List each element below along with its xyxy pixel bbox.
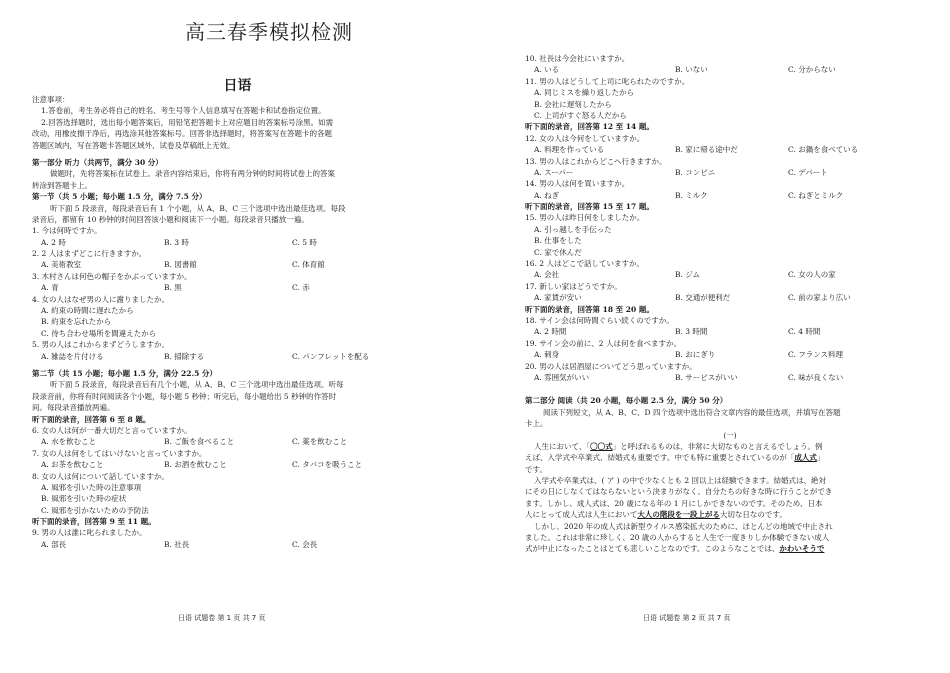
- option-a: A. 水を飲むこと: [41, 437, 97, 447]
- options-row: [32, 459, 447, 470]
- option-b: B. いない: [675, 65, 708, 75]
- options-row: [32, 351, 447, 362]
- passage-line: 入学式や卒業式は、( ア ) の中で少なくとも 2 回以上は経験できます。結婚式は、絶対: [534, 476, 826, 486]
- option-c: C. 上司がすぐ怒る人だから: [534, 110, 627, 120]
- passage-line: 式が中止になったことはとても悲しいことなのです。このようなことでは、かわいそうで: [525, 544, 825, 554]
- passage-line: です。: [525, 464, 547, 474]
- section2-intro: 间。每段录音播放两遍。: [32, 403, 115, 413]
- right-column: [525, 53, 935, 555]
- part1-intro: 转涂到答题卡上。: [32, 180, 92, 190]
- options-row: [32, 282, 447, 293]
- note-line: 改动，用橡皮擦干净后，再选涂其他答案标号。回答非选择题时，将答案写在答题卡的各题: [32, 129, 332, 139]
- option-a: A. お茶を飲むこと: [41, 460, 104, 470]
- section2-intro: 听下面 5 段录音，每段录音后有几个小题，从 A、B、C 三个选项中选出最佳选项。听每: [50, 380, 344, 390]
- question-16: 16. 2 人はどこで話していますか。: [525, 259, 644, 269]
- question-11: 11. 男の人はどうして上司に叱られたのですか。: [525, 76, 690, 86]
- section1-intro: 录音后，都留有 10 秒钟的时间回答该小题和阅读下一小题。每段录音只播放一遍。: [32, 214, 309, 224]
- option-c: C. 味が良くない: [788, 372, 844, 382]
- question-17: 17. 新しい家はどうですか。: [525, 281, 622, 291]
- question-5: 5. 男の人はこれからまずどうしますか。: [32, 340, 170, 350]
- note-line: 答题区域内，写在答题卡答题区域外、试卷及草稿纸上无效。: [32, 140, 235, 150]
- group-heading: 听下面的录音，回答第 6 至 8 题。: [32, 414, 151, 424]
- question-10: 10. 社長は今会社にいますか。: [525, 54, 630, 63]
- question-7: 7. 女の人は何をしてはいけないと言っていますか。: [32, 448, 207, 458]
- option-c: C. 会長: [292, 539, 318, 549]
- option-a: A. 青: [41, 283, 59, 293]
- option-c: C. 赤: [292, 283, 310, 293]
- option-a: A. 2 時: [41, 237, 66, 247]
- option-b: B. 会社に遅刻したから: [534, 99, 612, 109]
- option-a: A. 刺身: [534, 350, 560, 360]
- part2-intro: 阅读下列短文，从 A、B、C、D 四个选项中选出符合文章内容的最佳选项，并填写在答题: [543, 407, 841, 417]
- underlined-phrase: かわいそうで: [779, 544, 825, 554]
- section2-title: 第二节（共 15 小题；每小题 1.5 分，满分 22.5 分）: [32, 368, 217, 378]
- passage-line: にその日にしなくてはならないという決まりがなく、自分たちの好きな時に行うことができ: [525, 487, 833, 497]
- part2-title: 第二部分 阅读（共 20 小题，每小题 2.5 分，满分 50 分）: [525, 396, 728, 406]
- option-a: A. ねぎ: [534, 190, 560, 200]
- question-13: 13. 男の人はこれからどこへ行きますか。: [525, 156, 667, 166]
- question-12: 12. 女の人は今何をしていますか。: [525, 133, 645, 143]
- option-a: A. いる: [534, 65, 560, 75]
- option-a: A. 部長: [41, 539, 67, 549]
- option-c: C. 分からない: [788, 65, 836, 75]
- question-9: 9. 男の人は誰に叱られましたか。: [32, 528, 147, 538]
- option-b: B. 3 時: [164, 237, 189, 247]
- passage-line: しかし、2020 年の成人式は新型ウイルス感染拡大のために、ほとんどの地域で中止され: [534, 521, 833, 531]
- option-c: C. 女の人の家: [788, 270, 836, 280]
- option-a: A. 引っ越しを手伝った: [534, 224, 612, 234]
- options-row: [32, 539, 447, 550]
- question-20: 20. 男の人は居酒屋についてどう思っていますか。: [525, 361, 697, 371]
- option-b: B. ジム: [675, 270, 700, 280]
- option-b: B. コンビニ: [675, 167, 716, 177]
- option-c: C. ねぎとミルク: [788, 190, 844, 200]
- question-8: 8. 女の人は何について話していますか。: [32, 471, 169, 481]
- option-c: C. お鍋を食べている: [788, 145, 859, 155]
- option-c: C. 家で休んだ: [534, 247, 582, 257]
- part2-intro: 卡上。: [525, 419, 548, 429]
- options-row: [32, 259, 447, 270]
- option-b: B. 仕事をした: [534, 236, 582, 246]
- part1-intro: 做题时，先将答案标在试卷上。录音内容结束后，你将有两分钟的时间将试卷上的答案: [50, 169, 335, 179]
- passage-line: 人生において、「〇〇式」と呼ばれるものは、非常に大切なものと言えるでしょう。例: [534, 441, 823, 451]
- option-c: C. 前の家より広い: [788, 293, 851, 303]
- option-b: B. 交通が便利だ: [675, 293, 731, 303]
- question-14: 14. 男の人は何を買いますか。: [525, 179, 630, 189]
- option-b: B. ミルク: [675, 190, 708, 200]
- option-b: B. サービスがいい: [675, 372, 738, 382]
- options-row: [525, 292, 935, 303]
- question-4: 4. 女の人はなぜ男の人に謝りましたか。: [32, 294, 170, 304]
- passage-line: ます。しかし、成人式は、20 歳になる年の 1 月にしかできないのです。そのため、日本: [525, 498, 823, 508]
- options-row: [32, 436, 447, 447]
- underlined-phrase: 〇〇式: [590, 441, 613, 451]
- notes-heading: 注意事项：: [32, 95, 70, 104]
- section2-intro: 段录音前，你将有时间阅读各个小题，每小题 5 秒钟；听完后，每小题给出 5 秒钟的作答时: [32, 391, 337, 401]
- question-3: 3. 木村さんは何色の帽子をかぶっていますか。: [32, 271, 192, 281]
- option-c: C. 5 時: [292, 237, 317, 247]
- options-row: [525, 349, 935, 360]
- exam-title: 高三春季模拟检测: [185, 20, 353, 44]
- option-a: A. 雑誌を片付ける: [41, 351, 104, 361]
- question-2: 2. 2 人はまずどこに行きますか。: [32, 249, 147, 259]
- option-a: A. 家賃が安い: [534, 293, 582, 303]
- option-a: A. 約束の時間に遅れたから: [41, 306, 134, 316]
- group-heading: 听下面的录音，回答第 15 至 17 题。: [525, 202, 654, 212]
- option-b: B. 社長: [164, 539, 190, 549]
- option-b: B. 掃除する: [164, 351, 205, 361]
- question-19: 19. サイン会の前に、2 人は何を食べますか。: [525, 338, 681, 348]
- options-row: [525, 144, 935, 155]
- page-footer: 日语 试题卷 第 2 页 共 7 页: [643, 614, 731, 622]
- option-c: C. フランス料理: [788, 350, 844, 360]
- options-row: [32, 237, 447, 248]
- question-18: 18. サイン会は何時間ぐらい続くのですか。: [525, 315, 674, 325]
- option-a: A. 会社: [534, 270, 560, 280]
- option-c: C. 4 時間: [788, 327, 821, 337]
- passage-line: えば、入学式や卒業式、結婚式も重要です。中でも特に重要とされているのが「成人式」: [525, 453, 825, 463]
- option-a: A. 2 時間: [534, 327, 567, 337]
- option-a: A. 風邪を引いた時の注意事項: [41, 482, 142, 492]
- option-a: A. 美術教室: [41, 260, 82, 270]
- option-c: C. 薬を飲むこと: [292, 437, 348, 447]
- option-a: A. 雰囲気がいい: [534, 372, 590, 382]
- note-line: 1.答卷前，考生务必将自己的姓名、考生号等个人信息填写在答题卡和试卷指定位置。: [41, 106, 326, 116]
- option-a: A. スーパー: [534, 167, 574, 177]
- option-c: C. 風邪を引かないための予防法: [41, 505, 149, 515]
- group-heading: 听下面的录音，回答第 12 至 14 题。: [525, 122, 654, 132]
- options-row: [525, 167, 935, 178]
- option-c: C. デパート: [788, 167, 828, 177]
- underlined-phrase: 成人式: [794, 453, 817, 463]
- group-heading: 听下面的录音，回答第 9 至 11 题。: [32, 517, 156, 527]
- passage-line: 人にとって成人式は人生において大人の階段を一段上がる大切な日なのです。: [525, 510, 787, 520]
- section1-title: 第一节（共 5 小题；每小题 1.5 分，满分 7.5 分）: [32, 192, 207, 202]
- option-c: C. タバコを吸うこと: [292, 460, 363, 470]
- part1-title: 第一部分 听力（共两节，满分 30 分）: [32, 157, 163, 167]
- subject-title: 日语: [223, 78, 252, 94]
- note-line: 2.回答选择题时，选出每小题答案后，用铅笔把答题卡上对应题目的答案标号涂黑。如需: [41, 117, 334, 127]
- options-row: [525, 190, 935, 201]
- options-row: [525, 372, 935, 383]
- option-b: B. 図書館: [164, 260, 197, 270]
- option-a: A. 同じミスを繰り返したから: [534, 88, 635, 98]
- passage-line: ました。これは非常に珍しく、20 歳の人からすると人生で一度きりしか体験できない成人: [525, 533, 830, 543]
- option-c: C. パンフレットを配る: [292, 351, 370, 361]
- page-footer: 日语 试题卷 第 1 页 共 7 页: [178, 614, 266, 622]
- passage-number: (一): [723, 430, 737, 440]
- option-b: B. おにぎり: [675, 350, 716, 360]
- left-column: [32, 94, 447, 550]
- options-row: [525, 326, 935, 337]
- option-c: C. 体育館: [292, 260, 325, 270]
- option-b: B. 家に帰る途中だ: [675, 145, 738, 155]
- options-row: [525, 269, 935, 280]
- section1-intro: 听下面 5 段录音，每段录音后有 1 个小题，从 A、B、C 三个选项中选出最佳选项。每段: [50, 203, 346, 213]
- option-b: B. ご飯を食べること: [164, 437, 235, 447]
- underlined-phrase: 大人の階段を一段上がる: [637, 510, 720, 520]
- option-a: A. 料理を作っている: [534, 145, 605, 155]
- option-b: B. 約束を忘れたから: [41, 317, 112, 327]
- options-row: [525, 64, 935, 75]
- group-heading: 听下面的录音，回答第 18 至 20 题。: [525, 304, 654, 314]
- option-b: B. お酒を飲むこと: [164, 460, 227, 470]
- page-right: [475, 0, 950, 673]
- option-b: B. 黒: [164, 283, 182, 293]
- question-15: 15. 男の人は昨日何をしましたか。: [525, 213, 645, 223]
- option-c: C. 待ち合わせ場所を間違えたから: [41, 328, 157, 338]
- option-b: B. 風邪を引いた時の症状: [41, 494, 127, 504]
- question-6: 6. 女の人は何が一番大切だと言っていますか。: [32, 425, 192, 435]
- question-1: 1. 今は何時ですか。: [32, 226, 102, 236]
- option-b: B. 3 時間: [675, 327, 708, 337]
